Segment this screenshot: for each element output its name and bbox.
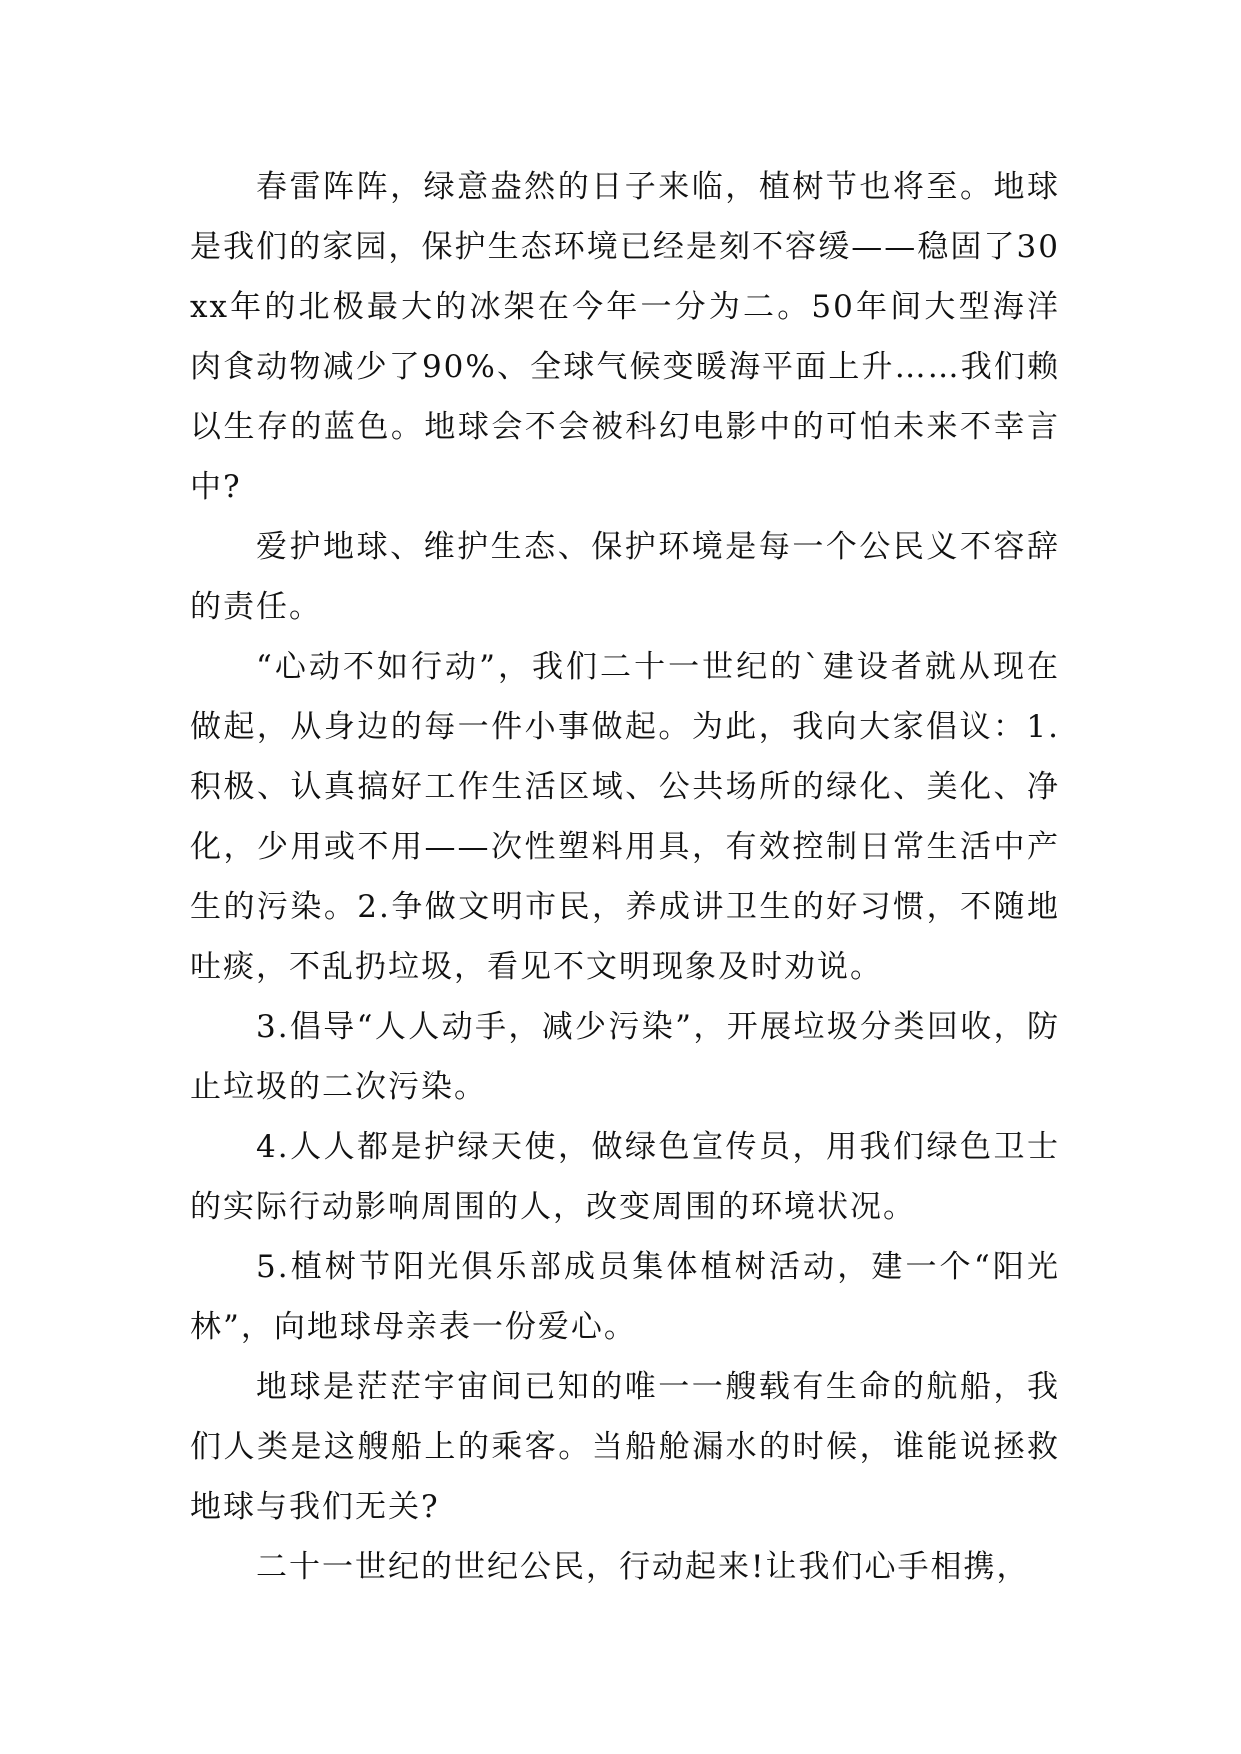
paragraph-call-to-action: 二十一世纪的世纪公民，行动起来!让我们心手相携， bbox=[256, 1549, 1030, 1585]
paragraph-earth-ship: 地球是茫茫宇宙间已知的唯一一艘载有生命的航船，我们人类是这艘船上的乘客。当船舱漏水的时候，谁能说拯救地球与我们无关? bbox=[190, 1369, 1060, 1525]
document-body bbox=[190, 157, 1060, 1597]
paragraph-responsibility: 爱护地球、维护生态、保护环境是每一个公民义不容辞的责任。 bbox=[190, 529, 1060, 625]
paragraph-item-5: 5.植树节阳光俱乐部成员集体植树活动，建一个“阳光林”，向地球母亲表一份爱心。 bbox=[190, 1249, 1060, 1345]
paragraph-proposal: “心动不如行动”，我们二十一世纪的`建设者就从现在做起，从身边的每一件小事做起。为此，我向大家倡议：1.积极、认真搞好工作生活区域、公共场所的绿化、美化、净化，少用或不用——次性塑料用具，有效控制日常生活中产生的污染。2.争做文明市民，养成讲卫生的好习惯，不随地吐痰，不乱扔垃圾，看见不文明现象及时劝说。 bbox=[190, 649, 1060, 985]
paragraph-item-3: 3.倡导“人人动手，减少污染”，开展垃圾分类回收，防止垃圾的二次污染。 bbox=[190, 1009, 1060, 1105]
paragraph-item-4: 4.人人都是护绿天使，做绿色宣传员，用我们绿色卫士的实际行动影响周围的人，改变周围的环境状况。 bbox=[190, 1129, 1060, 1225]
paragraph-intro: 春雷阵阵，绿意盎然的日子来临，植树节也将至。地球是我们的家园，保护生态环境已经是刻不容缓——稳固了30xx年的北极最大的冰架在今年一分为二。50年间大型海洋肉食动物减少了90%、全球气候变暖海平面上升……我们赖以生存的蓝色。地球会不会被科幻电影中的可怕未来不幸言中? bbox=[190, 169, 1060, 505]
